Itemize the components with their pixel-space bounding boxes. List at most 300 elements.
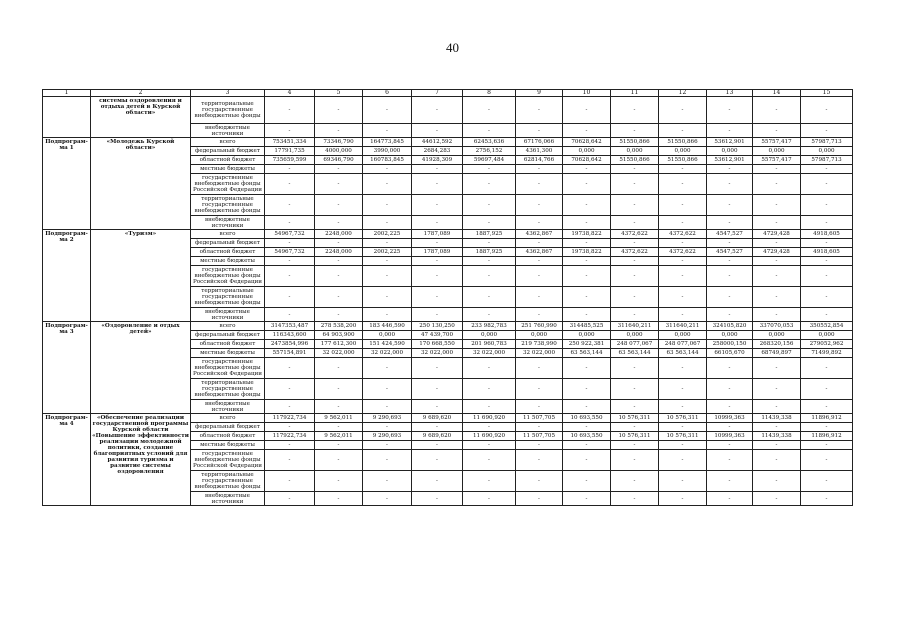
value-cell: - xyxy=(265,308,315,322)
header-row xyxy=(43,90,853,97)
value-cell: - xyxy=(563,423,611,432)
value-cell: 19738,822 xyxy=(563,248,611,257)
value-cell: - xyxy=(659,124,707,138)
value-cell: 62453,636 xyxy=(463,138,516,147)
value-cell: - xyxy=(315,97,363,124)
value-cell: - xyxy=(801,441,853,450)
value-cell: - xyxy=(659,400,707,414)
funding-source: государственные внебюджетные фонды Российской Федерации xyxy=(191,266,265,287)
funding-source: государственные внебюджетные фонды Российской Федерации xyxy=(191,358,265,379)
value-cell: 1787,089 xyxy=(412,248,463,257)
funding-source: местные бюджеты xyxy=(191,441,265,450)
table-row xyxy=(43,322,853,331)
value-cell: - xyxy=(265,450,315,471)
value-cell: - xyxy=(611,257,659,266)
value-cell: 183 446,590 xyxy=(363,322,412,331)
funding-source: внебюджетные источники xyxy=(191,216,265,230)
value-cell: 311640,211 xyxy=(659,322,707,331)
value-cell: - xyxy=(753,257,801,266)
value-cell: 2684,283 xyxy=(412,147,463,156)
funding-source: территориальные государственные внебюджетные фонды xyxy=(191,195,265,216)
value-cell: - xyxy=(753,450,801,471)
value-cell: 54967,732 xyxy=(265,230,315,239)
value-cell: - xyxy=(412,266,463,287)
value-cell: 250 922,381 xyxy=(563,340,611,349)
header-cell: 1 xyxy=(43,90,91,97)
value-cell: 1787,089 xyxy=(412,230,463,239)
value-cell: 170 668,550 xyxy=(412,340,463,349)
value-cell: 10 576,311 xyxy=(611,414,659,423)
value-cell: 66105,670 xyxy=(707,349,753,358)
value-cell: - xyxy=(563,308,611,322)
funding-source: государственные внебюджетные фонды Российской Федерации xyxy=(191,174,265,195)
value-cell: 55757,417 xyxy=(753,138,801,147)
value-cell: - xyxy=(659,195,707,216)
value-cell: 4729,428 xyxy=(753,248,801,257)
value-cell: - xyxy=(463,358,516,379)
value-cell: - xyxy=(412,423,463,432)
value-cell: - xyxy=(753,441,801,450)
value-cell: - xyxy=(659,287,707,308)
value-cell: - xyxy=(265,441,315,450)
value-cell: 4361,300 xyxy=(516,147,563,156)
value-cell: - xyxy=(753,471,801,492)
value-cell: 9 689,620 xyxy=(412,432,463,441)
value-cell: 4918,605 xyxy=(801,230,853,239)
value-cell: - xyxy=(707,97,753,124)
value-cell: 10 693,550 xyxy=(563,414,611,423)
value-cell: 0,000 xyxy=(753,147,801,156)
value-cell: 17791,735 xyxy=(265,147,315,156)
value-cell: 251 760,990 xyxy=(516,322,563,331)
value-cell: 0,000 xyxy=(463,331,516,340)
value-cell: - xyxy=(801,287,853,308)
value-cell: 4547,527 xyxy=(707,230,753,239)
value-cell: - xyxy=(707,400,753,414)
header-cell: 3 xyxy=(191,90,265,97)
value-cell: - xyxy=(265,492,315,506)
value-cell: 70628,642 xyxy=(563,138,611,147)
value-cell: - xyxy=(516,287,563,308)
value-cell: - xyxy=(707,216,753,230)
value-cell: - xyxy=(463,165,516,174)
value-cell: 248 077,067 xyxy=(659,340,707,349)
value-cell: - xyxy=(463,308,516,322)
value-cell: - xyxy=(801,124,853,138)
value-cell: 2473854,996 xyxy=(265,340,315,349)
value-cell: - xyxy=(315,450,363,471)
value-cell: - xyxy=(265,287,315,308)
value-cell: - xyxy=(801,471,853,492)
value-cell: - xyxy=(659,379,707,400)
value-cell: 3990,000 xyxy=(363,147,412,156)
value-cell: 32 022,000 xyxy=(412,349,463,358)
funding-source: федеральный бюджет xyxy=(191,147,265,156)
value-cell: - xyxy=(315,195,363,216)
header-cell: 7 xyxy=(412,90,463,97)
value-cell: - xyxy=(611,492,659,506)
value-cell: - xyxy=(801,400,853,414)
funding-source: всего xyxy=(191,230,265,239)
value-cell: - xyxy=(753,423,801,432)
value-cell: - xyxy=(315,492,363,506)
value-cell: - xyxy=(753,239,801,248)
header-cell: 2 xyxy=(91,90,191,97)
value-cell: - xyxy=(412,124,463,138)
value-cell: - xyxy=(563,239,611,248)
value-cell: - xyxy=(463,450,516,471)
value-cell: - xyxy=(611,239,659,248)
value-cell: - xyxy=(363,195,412,216)
header-cell: 12 xyxy=(659,90,707,97)
value-cell: - xyxy=(412,195,463,216)
value-cell: - xyxy=(315,266,363,287)
value-cell: - xyxy=(659,450,707,471)
value-cell: - xyxy=(412,257,463,266)
value-cell: - xyxy=(463,97,516,124)
value-cell: - xyxy=(412,174,463,195)
value-cell: - xyxy=(753,358,801,379)
value-cell: - xyxy=(463,239,516,248)
value-cell: - xyxy=(753,97,801,124)
value-cell: - xyxy=(801,308,853,322)
value-cell: - xyxy=(463,441,516,450)
value-cell: 164773,845 xyxy=(363,138,412,147)
funding-source: внебюджетные источники xyxy=(191,124,265,138)
value-cell: - xyxy=(753,266,801,287)
funding-source: федеральный бюджет xyxy=(191,239,265,248)
value-cell: - xyxy=(659,216,707,230)
table-row xyxy=(43,414,853,423)
value-cell: 248 077,067 xyxy=(611,340,659,349)
value-cell: 258000,150 xyxy=(707,340,753,349)
subprogram-name: «Туризм» xyxy=(91,230,191,322)
value-cell: - xyxy=(363,239,412,248)
value-cell: - xyxy=(753,308,801,322)
value-cell: - xyxy=(707,423,753,432)
subprogram-name: «Обеспечение реализации государственной программы Курской области «Повышение эффективности реализации молодежной политики, создание благоприятных условий для развития туризма и развитие системы оздоровления xyxy=(91,414,191,506)
value-cell: - xyxy=(463,174,516,195)
value-cell: 19738,822 xyxy=(563,230,611,239)
subprogram-cell: Подпрограм-ма 2 xyxy=(43,230,91,322)
value-cell: - xyxy=(707,266,753,287)
value-cell: 735659,599 xyxy=(265,156,315,165)
value-cell: - xyxy=(659,266,707,287)
value-cell: - xyxy=(315,358,363,379)
value-cell: 0,000 xyxy=(753,331,801,340)
value-cell: - xyxy=(801,195,853,216)
value-cell: - xyxy=(363,358,412,379)
value-cell: - xyxy=(707,257,753,266)
funding-source: территориальные государственные внебюджетные фонды xyxy=(191,287,265,308)
value-cell: - xyxy=(563,400,611,414)
header-cell: 6 xyxy=(363,90,412,97)
value-cell: - xyxy=(707,379,753,400)
value-cell: 71499,892 xyxy=(801,349,853,358)
value-cell: - xyxy=(315,257,363,266)
value-cell: - xyxy=(563,266,611,287)
value-cell: - xyxy=(363,471,412,492)
funding-source: областной бюджет xyxy=(191,248,265,257)
value-cell: - xyxy=(265,423,315,432)
value-cell: 0,000 xyxy=(801,331,853,340)
value-cell: 64 903,900 xyxy=(315,331,363,340)
value-cell: - xyxy=(315,165,363,174)
value-cell: - xyxy=(707,239,753,248)
value-cell: - xyxy=(265,379,315,400)
value-cell: - xyxy=(412,400,463,414)
value-cell: 11896,912 xyxy=(801,414,853,423)
value-cell: - xyxy=(753,165,801,174)
value-cell: - xyxy=(363,400,412,414)
value-cell: - xyxy=(707,287,753,308)
value-cell: - xyxy=(516,400,563,414)
value-cell: 53612,901 xyxy=(707,156,753,165)
value-cell: - xyxy=(265,239,315,248)
table-row xyxy=(43,230,853,239)
value-cell: - xyxy=(516,239,563,248)
value-cell: 73346,790 xyxy=(315,138,363,147)
value-cell: - xyxy=(611,423,659,432)
subprogram-name: «Оздоровление и отдых детей» xyxy=(91,322,191,414)
value-cell: - xyxy=(463,471,516,492)
value-cell: - xyxy=(753,124,801,138)
value-cell: - xyxy=(563,450,611,471)
value-cell: 9 562,011 xyxy=(315,414,363,423)
value-cell: - xyxy=(315,441,363,450)
value-cell: - xyxy=(412,239,463,248)
value-cell: - xyxy=(563,358,611,379)
value-cell: - xyxy=(516,471,563,492)
value-cell: - xyxy=(516,216,563,230)
value-cell: - xyxy=(659,492,707,506)
value-cell: - xyxy=(363,423,412,432)
value-cell: 4372,622 xyxy=(659,248,707,257)
value-cell: 67176,066 xyxy=(516,138,563,147)
value-cell: - xyxy=(801,492,853,506)
header-cell: 5 xyxy=(315,90,363,97)
funding-source: всего xyxy=(191,414,265,423)
value-cell: - xyxy=(563,441,611,450)
value-cell: - xyxy=(265,174,315,195)
value-cell: - xyxy=(563,379,611,400)
value-cell: 4372,622 xyxy=(611,230,659,239)
value-cell: - xyxy=(611,97,659,124)
value-cell: - xyxy=(315,124,363,138)
header-cell: 4 xyxy=(265,90,315,97)
funding-source: федеральный бюджет xyxy=(191,331,265,340)
value-cell: 4362,867 xyxy=(516,248,563,257)
funding-source: внебюджетные источники xyxy=(191,400,265,414)
value-cell: - xyxy=(412,287,463,308)
value-cell: 0,000 xyxy=(801,147,853,156)
value-cell: - xyxy=(516,450,563,471)
value-cell: - xyxy=(412,441,463,450)
value-cell: 117922,734 xyxy=(265,414,315,423)
value-cell: 219 738,990 xyxy=(516,340,563,349)
subprogram-cell xyxy=(43,97,91,138)
value-cell: 1887,925 xyxy=(463,248,516,257)
subprogram-name: системы оздоровления и отдыха детей в Курской области» xyxy=(91,97,191,138)
value-cell: 11 690,920 xyxy=(463,432,516,441)
header-cell: 15 xyxy=(801,90,853,97)
value-cell: 69346,790 xyxy=(315,156,363,165)
value-cell: 11439,338 xyxy=(753,414,801,423)
value-cell: - xyxy=(516,195,563,216)
value-cell: 44612,592 xyxy=(412,138,463,147)
value-cell: 1887,925 xyxy=(463,230,516,239)
value-cell: - xyxy=(363,492,412,506)
value-cell: - xyxy=(412,379,463,400)
value-cell: - xyxy=(563,165,611,174)
value-cell: - xyxy=(516,358,563,379)
header-cell: 10 xyxy=(563,90,611,97)
value-cell: 0,000 xyxy=(659,147,707,156)
value-cell: - xyxy=(265,266,315,287)
value-cell: - xyxy=(801,174,853,195)
value-cell: - xyxy=(463,257,516,266)
value-cell: - xyxy=(611,216,659,230)
value-cell: 4918,605 xyxy=(801,248,853,257)
value-cell: 117922,734 xyxy=(265,432,315,441)
value-cell: 279052,962 xyxy=(801,340,853,349)
value-cell: - xyxy=(265,358,315,379)
value-cell: 51550,866 xyxy=(659,138,707,147)
value-cell: 10 576,311 xyxy=(659,432,707,441)
value-cell: - xyxy=(611,441,659,450)
value-cell: 51550,866 xyxy=(659,156,707,165)
value-cell: - xyxy=(707,308,753,322)
value-cell: - xyxy=(659,174,707,195)
header-cell: 14 xyxy=(753,90,801,97)
value-cell: - xyxy=(659,358,707,379)
funding-source: всего xyxy=(191,138,265,147)
value-cell: - xyxy=(563,124,611,138)
value-cell: 0,000 xyxy=(563,147,611,156)
value-cell: - xyxy=(563,287,611,308)
value-cell: 70628,642 xyxy=(563,156,611,165)
value-cell: 3147353,487 xyxy=(265,322,315,331)
value-cell: - xyxy=(707,441,753,450)
value-cell: 11439,338 xyxy=(753,432,801,441)
value-cell: - xyxy=(315,216,363,230)
value-cell: - xyxy=(707,471,753,492)
value-cell: - xyxy=(801,358,853,379)
value-cell: - xyxy=(463,400,516,414)
value-cell: - xyxy=(753,492,801,506)
value-cell: - xyxy=(563,97,611,124)
value-cell: 57987,713 xyxy=(801,156,853,165)
value-cell: 2248,000 xyxy=(315,230,363,239)
value-cell: 311640,211 xyxy=(611,322,659,331)
value-cell: 2002,225 xyxy=(363,230,412,239)
value-cell: - xyxy=(801,97,853,124)
value-cell: - xyxy=(659,423,707,432)
value-cell: - xyxy=(412,450,463,471)
value-cell: 4372,622 xyxy=(611,248,659,257)
value-cell: - xyxy=(363,450,412,471)
value-cell: 11 690,920 xyxy=(463,414,516,423)
value-cell: - xyxy=(753,174,801,195)
value-cell: - xyxy=(265,216,315,230)
value-cell: - xyxy=(315,287,363,308)
value-cell: - xyxy=(563,195,611,216)
value-cell: 54967,732 xyxy=(265,248,315,257)
value-cell: - xyxy=(412,216,463,230)
value-cell: - xyxy=(611,379,659,400)
value-cell: - xyxy=(753,216,801,230)
value-cell: - xyxy=(611,174,659,195)
value-cell: - xyxy=(801,257,853,266)
value-cell: 63 563,144 xyxy=(659,349,707,358)
value-cell: 47 439,700 xyxy=(412,331,463,340)
funding-source: федеральный бюджет xyxy=(191,423,265,432)
value-cell: 324105,820 xyxy=(707,322,753,331)
value-cell: 557154,891 xyxy=(265,349,315,358)
value-cell: - xyxy=(265,97,315,124)
value-cell: 151 424,590 xyxy=(363,340,412,349)
value-cell: - xyxy=(265,257,315,266)
budget-table xyxy=(42,89,853,506)
value-cell: - xyxy=(611,358,659,379)
value-cell: - xyxy=(363,287,412,308)
value-cell: 10 693,550 xyxy=(563,432,611,441)
value-cell: - xyxy=(516,308,563,322)
funding-source: местные бюджеты xyxy=(191,349,265,358)
value-cell: - xyxy=(516,266,563,287)
value-cell: 4729,428 xyxy=(753,230,801,239)
value-cell: 2248,000 xyxy=(315,248,363,257)
funding-source: территориальные государственные внебюджетные фонды xyxy=(191,97,265,124)
value-cell: 9 562,011 xyxy=(315,432,363,441)
value-cell: - xyxy=(516,379,563,400)
value-cell: 51550,866 xyxy=(611,156,659,165)
funding-source: территориальные государственные внебюджетные фонды xyxy=(191,379,265,400)
funding-source: местные бюджеты xyxy=(191,257,265,266)
funding-source: областной бюджет xyxy=(191,432,265,441)
value-cell: 278 538,200 xyxy=(315,322,363,331)
value-cell: - xyxy=(611,195,659,216)
value-cell: - xyxy=(516,165,563,174)
value-cell: 350552,854 xyxy=(801,322,853,331)
value-cell: - xyxy=(516,423,563,432)
value-cell: 41928,309 xyxy=(412,156,463,165)
value-cell: 10 576,311 xyxy=(611,432,659,441)
value-cell: - xyxy=(563,174,611,195)
value-cell: - xyxy=(412,492,463,506)
value-cell: 9 290,693 xyxy=(363,432,412,441)
value-cell: - xyxy=(753,400,801,414)
value-cell: 62814,766 xyxy=(516,156,563,165)
value-cell: 68749,897 xyxy=(753,349,801,358)
value-cell: - xyxy=(412,358,463,379)
value-cell: - xyxy=(611,450,659,471)
value-cell: - xyxy=(801,423,853,432)
value-cell: - xyxy=(463,266,516,287)
funding-source: внебюджетные источники xyxy=(191,308,265,322)
value-cell: 10999,363 xyxy=(707,432,753,441)
value-cell: - xyxy=(315,471,363,492)
value-cell: - xyxy=(659,165,707,174)
value-cell: 201 960,783 xyxy=(463,340,516,349)
value-cell: 4547,527 xyxy=(707,248,753,257)
value-cell: - xyxy=(707,195,753,216)
value-cell: - xyxy=(412,471,463,492)
funding-source: областной бюджет xyxy=(191,156,265,165)
table-row xyxy=(43,138,853,147)
value-cell: 0,000 xyxy=(563,331,611,340)
funding-source: всего xyxy=(191,322,265,331)
